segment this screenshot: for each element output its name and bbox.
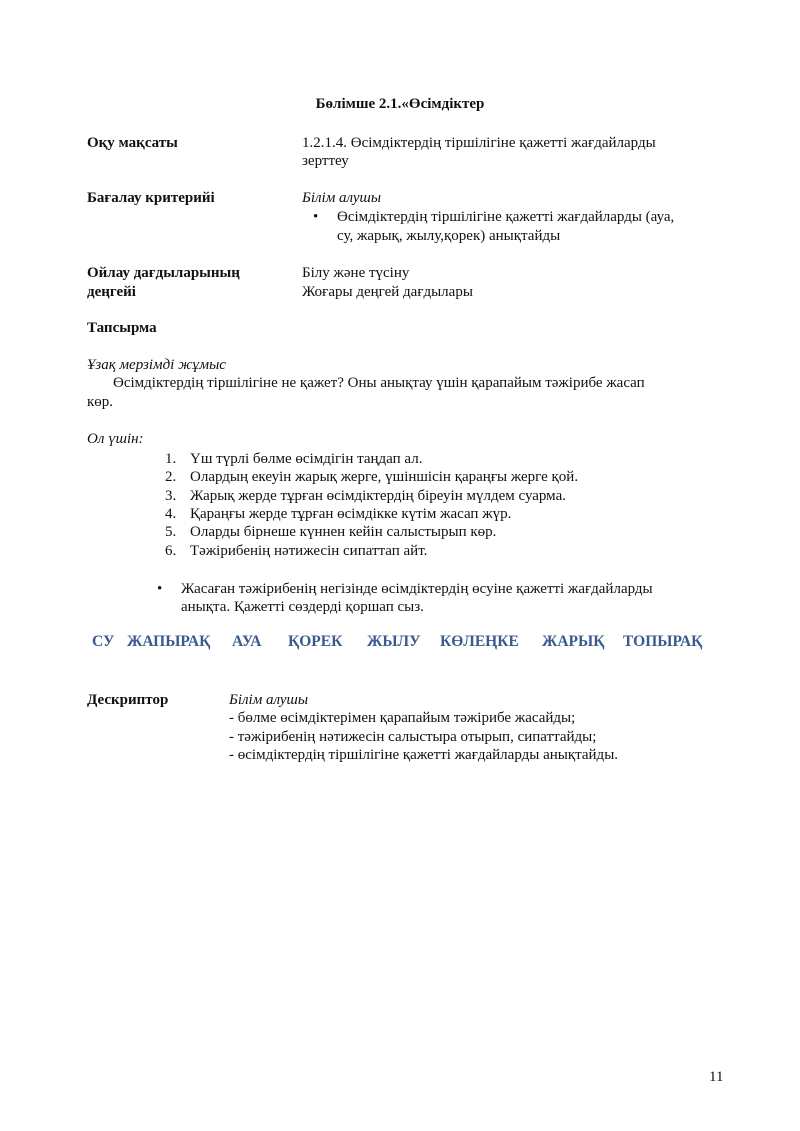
thinking-value-line-1: Білу және түсіну bbox=[302, 265, 410, 281]
thinking-label-line-2: деңгейі bbox=[87, 284, 136, 300]
task-paragraph-line-2: көр. bbox=[87, 394, 114, 410]
step-number: 4. bbox=[165, 506, 177, 522]
page-number: 11 bbox=[709, 1069, 724, 1085]
task-paragraph-line-1: Өсімдіктердің тіршілігіне не қажет? Оны анықтау үшін қарапайым тәжірибе жасап bbox=[113, 375, 645, 391]
list-item bbox=[165, 450, 422, 468]
task-bullet-line-2: анықта. Қажетті сөздерді қоршап сыз. bbox=[181, 599, 424, 615]
criteria-learner: Білім алушы bbox=[302, 190, 382, 206]
task-bullet-icon: • bbox=[157, 581, 163, 597]
step-number: 1. bbox=[165, 451, 177, 467]
criteria-bullet-line-1: Өсімдіктердің тіршілігіне қажетті жағдайларды (ауа, bbox=[337, 209, 675, 225]
word-option[interactable]: ЖАРЫҚ bbox=[542, 633, 605, 650]
descriptor-item: - тәжірибенің нәтижесін салыстыра отырып, сипаттайды; bbox=[229, 729, 597, 745]
descriptor-item: - бөлме өсімдіктерімен қарапайым тәжірибе жасайды; bbox=[229, 710, 576, 726]
long-work-title: Ұзақ мерзімді жұмыс bbox=[87, 357, 226, 373]
section-title: Бөлімше 2.1.«Өсімдіктер bbox=[315, 96, 485, 112]
step-number: 5. bbox=[165, 524, 177, 540]
criteria-bullet-line-2: су, жарық, жылу,қорек) анықтайды bbox=[337, 228, 561, 244]
thinking-label-line-1: Ойлау дағдыларының bbox=[87, 265, 240, 281]
learning-goal-label: Оқу мақсаты bbox=[87, 135, 178, 151]
descriptor-label: Дескриптор bbox=[87, 692, 169, 708]
list-item bbox=[165, 523, 496, 541]
list-item bbox=[165, 505, 511, 523]
word-option[interactable]: КӨЛЕҢКЕ bbox=[440, 633, 519, 650]
list-item bbox=[165, 487, 566, 505]
thinking-value-line-2: Жоғары деңгей дағдылары bbox=[302, 284, 473, 300]
for-this-label: Ол үшін: bbox=[87, 431, 144, 447]
step-text: Үш түрлі бөлме өсімдігін таңдап ал. bbox=[190, 451, 423, 467]
step-text: Жарық жерде тұрған өсімдіктердің біреуін мүлдем суарма. bbox=[190, 488, 566, 504]
word-option[interactable]: АУА bbox=[232, 633, 262, 650]
step-text: Тәжірибенің нәтижесін сипаттап айт. bbox=[190, 543, 428, 559]
list-item bbox=[165, 468, 578, 486]
step-text: Оларды бірнеше күннен кейін салыстырып көр. bbox=[190, 524, 497, 540]
descriptor-item: - өсімдіктердің тіршілігіне қажетті жағдайларды анықтайды. bbox=[229, 747, 619, 763]
step-text: Қараңғы жерде тұрған өсімдікке күтім жасап жүр. bbox=[190, 506, 512, 522]
step-text: Олардың екеуін жарық жерге, үшіншісін қараңғы жерге қой. bbox=[190, 469, 579, 485]
criteria-label: Бағалау критерийі bbox=[87, 190, 215, 206]
task-heading: Тапсырма bbox=[87, 320, 157, 336]
word-option[interactable]: СУ bbox=[92, 633, 115, 650]
word-option[interactable]: ЖЫЛУ bbox=[367, 633, 421, 650]
list-item bbox=[165, 542, 427, 560]
step-number: 2. bbox=[165, 469, 177, 485]
task-bullet-line-1: Жасаған тәжірибенің негізінде өсімдіктердің өсуіне қажетті жағдайларды bbox=[181, 581, 653, 597]
step-number: 3. bbox=[165, 488, 177, 504]
word-option[interactable]: ҚОРЕК bbox=[288, 633, 343, 650]
criteria-bullet-icon: • bbox=[313, 209, 319, 225]
word-option[interactable]: ЖАПЫРАҚ bbox=[127, 633, 211, 650]
learning-goal-line-2: зерттеу bbox=[302, 153, 349, 169]
descriptor-learner: Білім алушы bbox=[229, 692, 309, 708]
learning-goal-line-1: 1.2.1.4. Өсімдіктердің тіршілігіне қажетті жағдайларды bbox=[302, 135, 656, 151]
word-option[interactable]: ТОПЫРАҚ bbox=[623, 633, 703, 650]
step-number: 6. bbox=[165, 543, 177, 559]
